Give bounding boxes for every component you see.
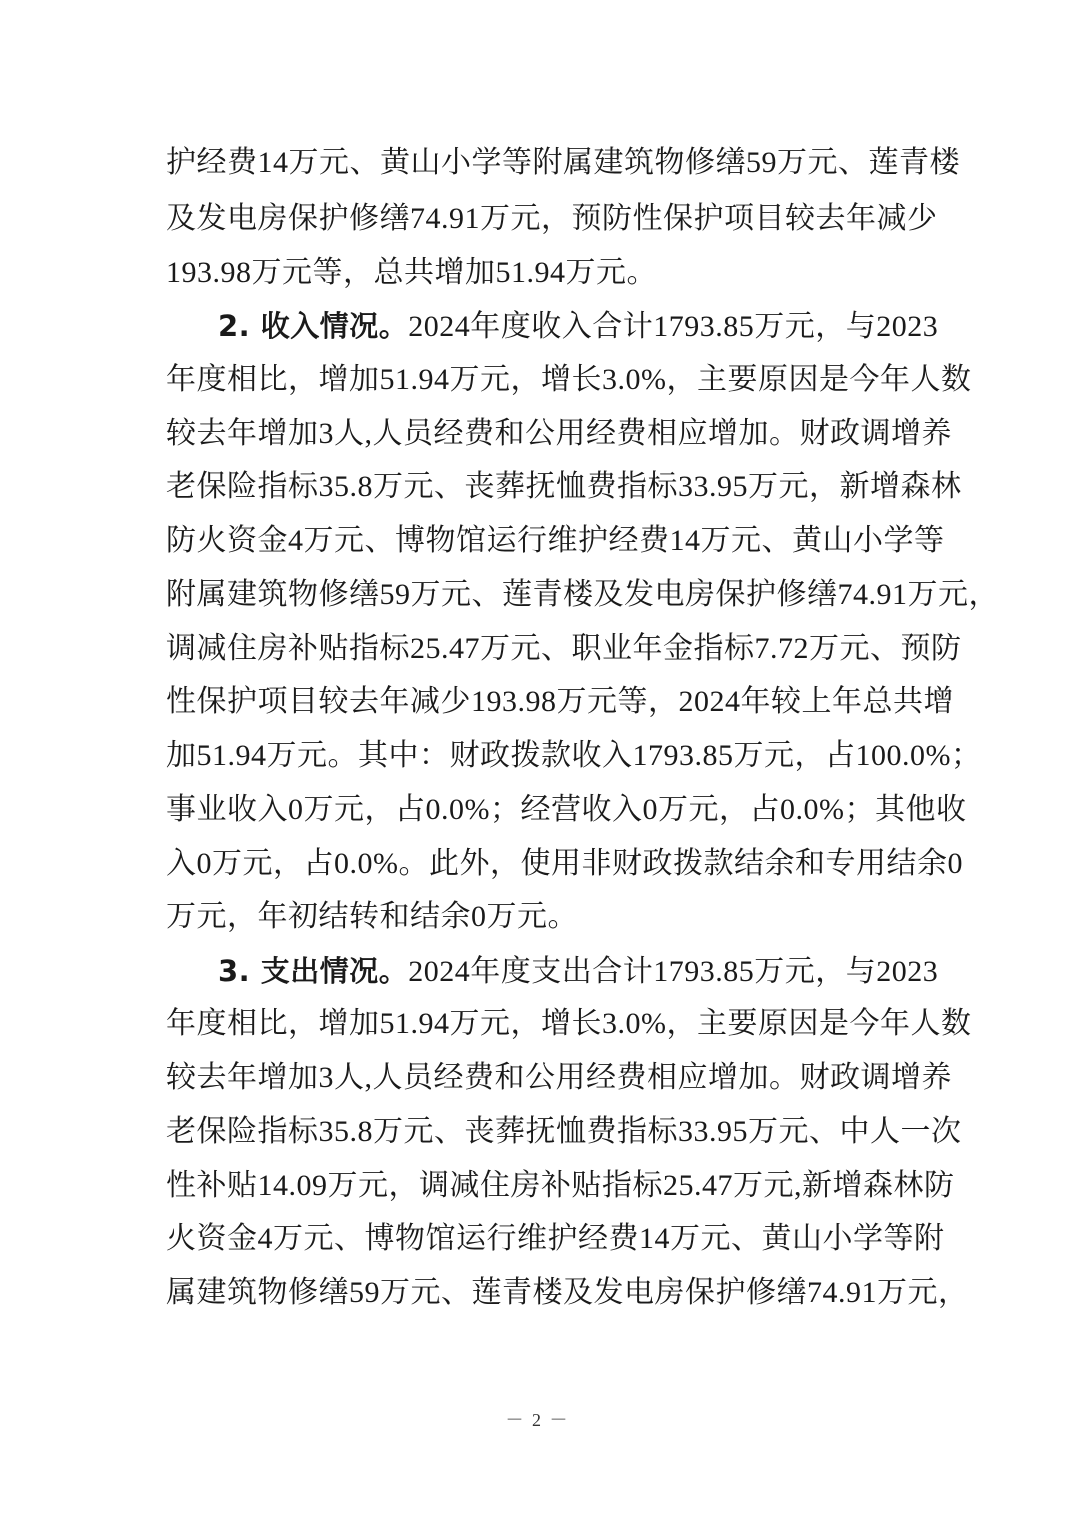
expense-paragraph-first-line (218, 951, 938, 991)
text-line: 2024年度支出合计1793.85万元，与2023 (408, 955, 939, 988)
expense-heading: 3. 支出情况。 (218, 954, 409, 988)
income-heading: 2. 收入情况。 (218, 309, 409, 343)
text-line: 及发电房保护修缮74.91万元，预防性保护项目较去年减少 (166, 202, 938, 235)
text-line: 性保护项目较去年减少193.98万元等，2024年较上年总共增 (166, 685, 954, 718)
text-line: 较去年增加3人,人员经费和公用经费相应增加。财政调增养 (166, 1061, 952, 1094)
text-line: 附属建筑物修缮59万元、莲青楼及发电房保护修缮74.91万元， (166, 578, 999, 611)
text-line: 加51.94万元。其中：财政拨款收入1793.85万元，占100.0%； (166, 739, 982, 772)
text-line: 属建筑物修缮59万元、莲青楼及发电房保护修缮74.91万元， (166, 1276, 969, 1309)
income-paragraph-first-line (218, 306, 938, 346)
text-line: 老保险指标35.8万元、丧葬抚恤费指标33.95万元、中人一次 (166, 1115, 962, 1148)
text-line: 护经费14万元、黄山小学等附属建筑物修缮59万元、莲青楼 (166, 146, 960, 179)
page-number: － 2 － (505, 1410, 570, 1430)
text-line: 年度相比，增加51.94万元，增长3.0%，主要原因是今年人数 (166, 1007, 972, 1040)
text-line: 193.98万元等，总共增加51.94万元。 (166, 256, 657, 289)
text-line: 较去年增加3人,人员经费和公用经费相应增加。财政调增养 (166, 417, 952, 450)
text-line: 火资金4万元、博物馆运行维护经费14万元、黄山小学等附 (166, 1222, 945, 1255)
text-line: 事业收入0万元，占0.0%；经营收入0万元，占0.0%；其他收 (166, 793, 967, 826)
text-line: 性补贴14.09万元，调减住房补贴指标25.47万元,新增森林防 (166, 1169, 955, 1202)
text-line: 万元，年初结转和结余0万元。 (166, 900, 578, 933)
text-line: 调减住房补贴指标25.47万元、职业年金指标7.72万元、预防 (166, 632, 962, 665)
text-line: 入0万元，占0.0%。此外，使用非财政拨款结余和专用结余0 (166, 847, 963, 880)
text-line: 年度相比，增加51.94万元，增长3.0%，主要原因是今年人数 (166, 363, 972, 396)
text-line: 防火资金4万元、博物馆运行维护经费14万元、黄山小学等 (166, 524, 945, 557)
text-line: 2024年度收入合计1793.85万元，与2023 (408, 310, 939, 343)
text-line: 老保险指标35.8万元、丧葬抚恤费指标33.95万元，新增森林 (166, 470, 962, 503)
